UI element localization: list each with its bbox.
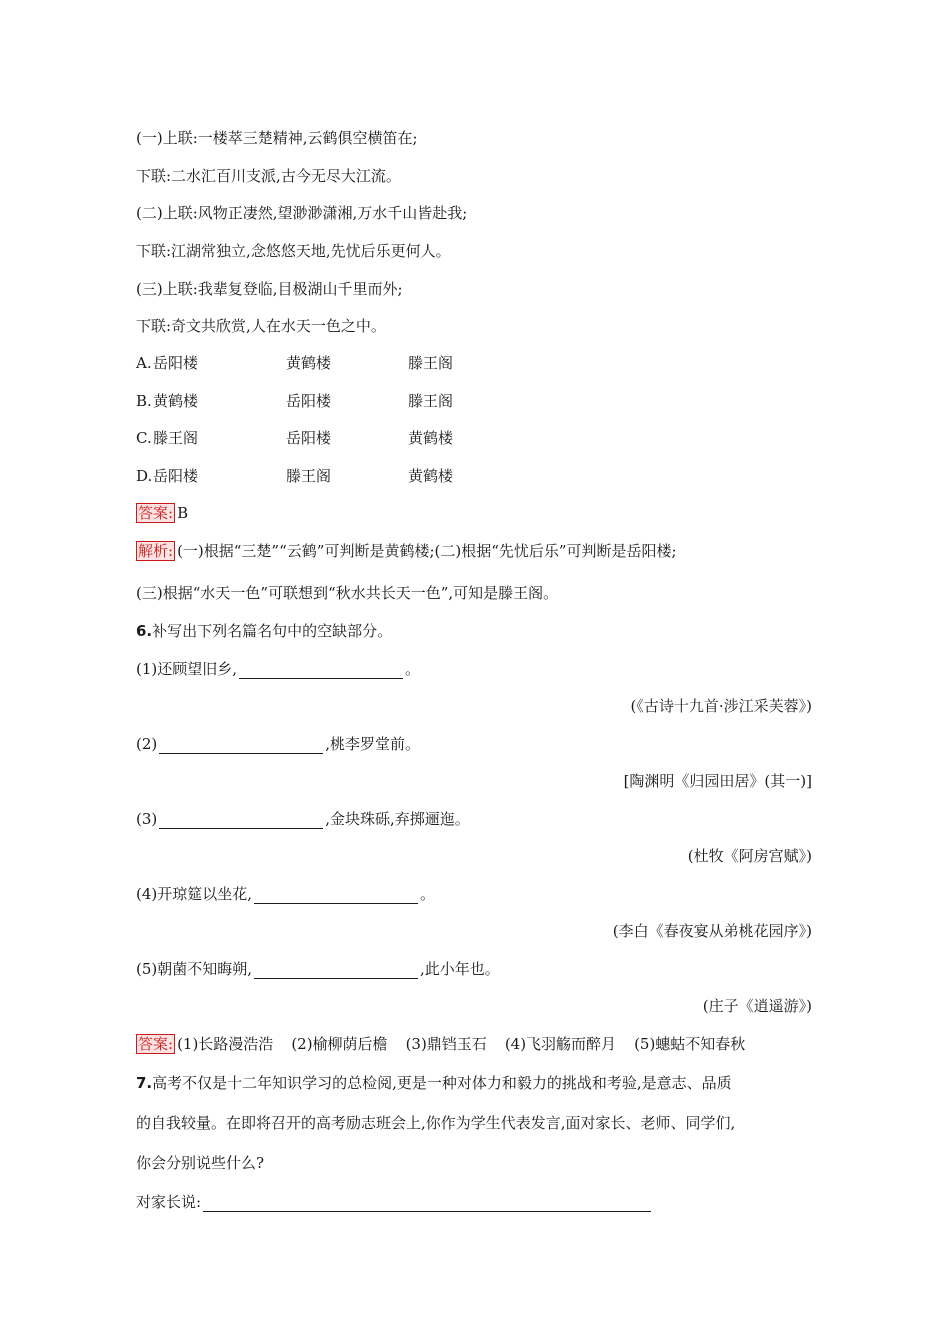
option-cell: 岳阳楼: [286, 392, 332, 410]
answer-blank[interactable]: [203, 1195, 651, 1212]
item-text: ,金块珠砾,弃掷逦迤。: [325, 810, 470, 828]
option-cell: 黄鹤楼: [286, 354, 332, 372]
q6-item-5: [136, 959, 500, 979]
fill-blank[interactable]: [254, 962, 418, 979]
q7-parent-label: 对家长说:: [136, 1193, 202, 1211]
q5-analysis-continued: (三)根据“水天一色”可联想到“秋水共长天一色”,可知是滕王阁。: [136, 584, 559, 602]
option-cell: 滕王阁: [153, 429, 199, 447]
question-number: 6.: [136, 622, 153, 640]
option-cell: 黄鹤楼: [408, 429, 454, 447]
item-text: (4)开琼筵以坐花,: [136, 885, 253, 903]
q5-analysis-line: [136, 541, 677, 561]
item-text: 。: [405, 660, 421, 678]
option-letter: B.: [136, 392, 152, 410]
q6-source-3: (杜牧《阿房宫赋》): [687, 847, 812, 865]
q7-line-2: 的自我较量。在即将召开的高考励志班会上,你作为学生代表发言,面对家长、老师、同学们,: [136, 1114, 736, 1132]
q6-item-3: [136, 809, 470, 829]
q6-source-2: [陶渊明《归园田居》(其一)]: [623, 772, 812, 790]
q6-answer-line: [136, 1034, 745, 1054]
item-text: ,此小年也。: [420, 960, 500, 978]
q7-line-3: 你会分别说些什么?: [136, 1154, 265, 1172]
q6-prompt-text: 补写出下列名篇名句中的空缺部分。: [152, 622, 393, 640]
option-cell: 岳阳楼: [286, 429, 332, 447]
q7-line-1: [136, 1073, 732, 1093]
option-cell: 滕王阁: [408, 354, 454, 372]
answer-tag: 答案:: [138, 504, 174, 522]
option-cell: 黄鹤楼: [408, 467, 454, 485]
q6-item-4: [136, 884, 435, 904]
q6-answer: (3)鼎铛玉石: [405, 1035, 487, 1053]
couplet-line: (二)上联:风物正凄然,望渺渺潇湘,万水千山皆赴我;: [136, 204, 468, 222]
fill-blank[interactable]: [239, 662, 403, 679]
fill-blank[interactable]: [254, 887, 418, 904]
option-letter: C.: [136, 429, 152, 447]
question-number: 7.: [136, 1074, 153, 1092]
couplet-line: 下联:二水汇百川支派,古今无尽大江流。: [136, 167, 401, 185]
q7-parent-line: [136, 1192, 653, 1212]
q6-source-1: (《古诗十九首·涉江采芙蓉》): [630, 697, 812, 715]
item-text: (2): [136, 735, 158, 753]
option-letter: A.: [136, 354, 152, 372]
item-text: (5)朝菌不知晦朔,: [136, 960, 253, 978]
q5-answer-line: [136, 503, 188, 523]
q6-answer: (1)长路漫浩浩: [177, 1035, 274, 1053]
couplet-line: 下联:江湖常独立,念悠悠天地,先忧后乐更何人。: [136, 242, 451, 260]
couplet-line: 下联:奇文共欣赏,人在水天一色之中。: [136, 317, 386, 335]
q6-answer: (5)蟪蛄不知春秋: [634, 1035, 746, 1053]
q6-answer: (2)榆柳荫后檐: [291, 1035, 388, 1053]
option-cell: 岳阳楼: [153, 354, 199, 372]
q5-analysis-text: (一)根据“三楚”“云鹤”可判断是黄鹤楼;(二)根据“先忧后乐”可判断是岳阳楼;: [177, 542, 677, 560]
option-cell: 黄鹤楼: [153, 392, 199, 410]
item-text: 。: [420, 885, 436, 903]
q7-text: 高考不仅是十二年知识学习的总检阅,更是一种对体力和毅力的挑战和考验,是意志、品质: [152, 1074, 732, 1092]
item-text: (1)还顾望旧乡,: [136, 660, 238, 678]
q6-item-1: [136, 659, 420, 679]
option-cell: 岳阳楼: [153, 467, 199, 485]
option-cell: 滕王阁: [408, 392, 454, 410]
item-text: ,桃李罗堂前。: [325, 735, 421, 753]
q6-source-4: (李白《春夜宴从弟桃花园序》): [612, 922, 812, 940]
item-text: (3): [136, 810, 158, 828]
q6-source-5: (庄子《逍遥游》): [702, 997, 812, 1015]
q6-prompt: [136, 621, 392, 641]
couplet-line: (三)上联:我辈复登临,目极湖山千里而外;: [136, 280, 403, 298]
couplet-line: (一)上联:一楼萃三楚精神,云鹤俱空横笛在;: [136, 129, 418, 147]
option-cell: 滕王阁: [286, 467, 332, 485]
q6-answer: (4)飞羽觞而醉月: [504, 1035, 617, 1053]
fill-blank[interactable]: [159, 737, 323, 754]
fill-blank[interactable]: [159, 812, 323, 829]
answer-tag: 答案:: [138, 1035, 174, 1053]
option-letter: D.: [136, 467, 153, 485]
analysis-tag: 解析:: [138, 542, 174, 560]
q6-item-2: [136, 734, 420, 754]
q5-answer: B: [177, 504, 189, 522]
